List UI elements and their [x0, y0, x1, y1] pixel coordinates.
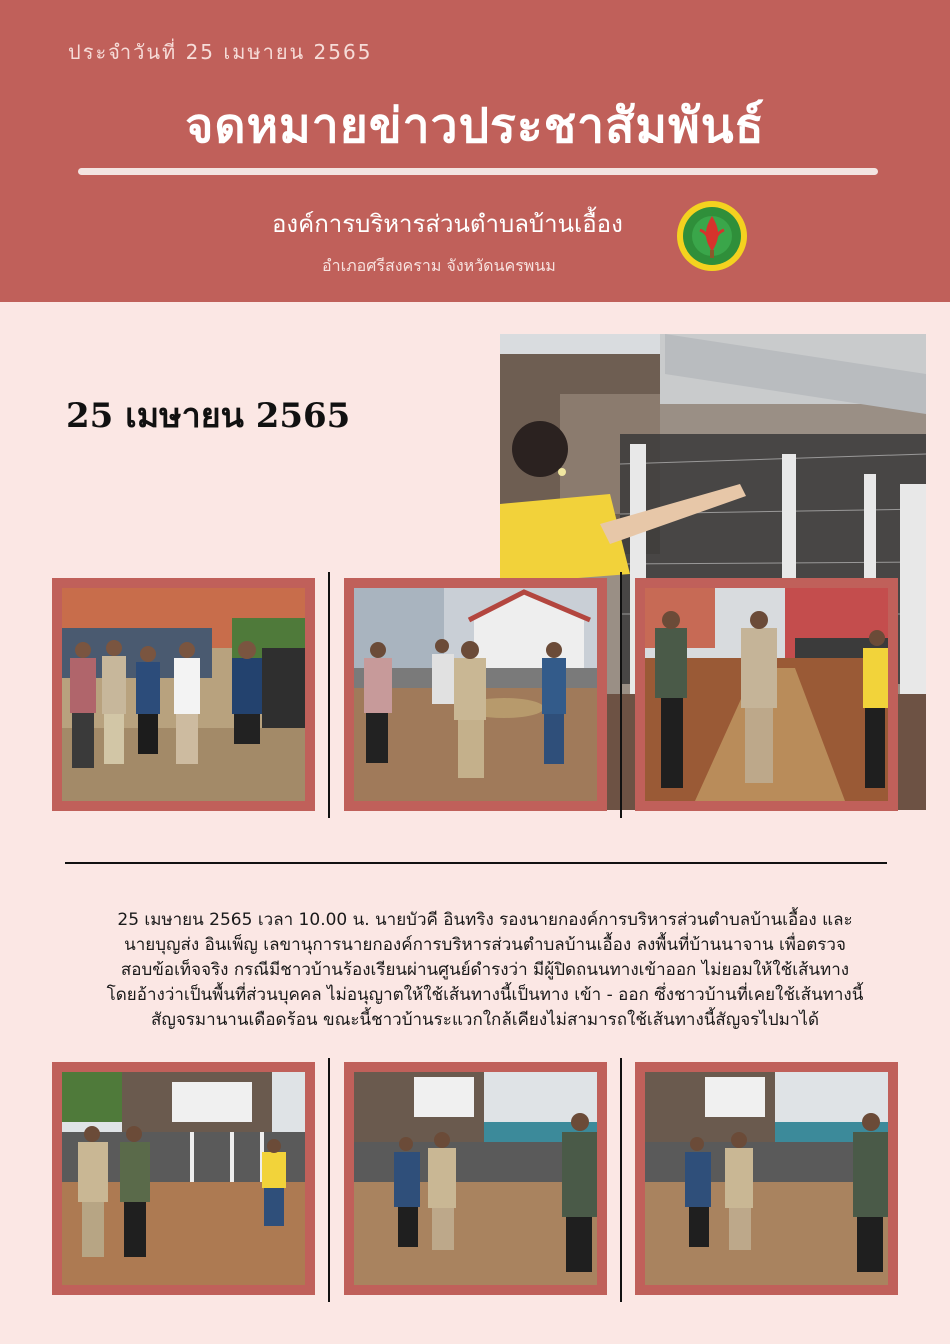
photo-fence-site-2	[354, 1072, 597, 1285]
body-line-1: 25 เมษายน 2565 เวลา 10.00 น. นายบัวคี อินทริง รองนายกองค์การบริหารส่วนตำบลบ้านเอื้อง และ	[117, 910, 853, 930]
divider-vertical-bottom-2	[620, 1058, 622, 1302]
page-title: จดหมายข่าวประชาสัมพันธ์	[185, 98, 765, 154]
org-name: องค์การบริหารส่วนตำบลบ้านเอื้อง	[272, 210, 623, 238]
body-line-3: สอบข้อเท็จจริง กรณีมีชาวบ้านร้องเรียนผ่านศูนย์ดำรงว่า มีผู้ปิดถนนทางเข้าออก ไม่ยอมให้ใช้เส้นทาง	[120, 960, 850, 980]
photo-frame-mid-2	[344, 578, 607, 811]
body-line-2: นายบุญส่ง อินเพ็ญ เลขานุการนายกองค์การบริหารส่วนตำบลบ้านเอื้อง ลงพื้นที่บ้านนาจาน เพื่อตรวจ	[124, 935, 846, 955]
photo-fence-site-1	[62, 1072, 305, 1285]
photo-frame-bottom-3	[635, 1062, 898, 1295]
divider-vertical-mid-1	[328, 572, 330, 818]
photo-frame-bottom-1	[52, 1062, 315, 1295]
photo-group-standing	[62, 588, 305, 801]
photo-frame-mid-1	[52, 578, 315, 811]
photo-inspection-road	[354, 588, 597, 801]
body-line-5: สัญจรมานานเดือดร้อน ขณะนี้ชาวบ้านระแวกใกล้เคียงไม่สามารถใช้เส้นทางนี้สัญจรไปมาได้	[150, 1010, 819, 1030]
org-logo-icon	[676, 200, 748, 272]
divider-vertical-bottom-1	[328, 1058, 330, 1302]
photo-fence-site-3	[645, 1072, 888, 1285]
body-line-4: โดยอ้างว่าเป็นพื้นที่ส่วนบุคคล ไม่อนุญาตให้ใช้เส้นทางนี้เป็นทาง เข้า - ออก ซึ่งชาวบ้านที่เคยใช้เส้นทางนี้	[106, 985, 864, 1005]
org-subtitle: อำเภอศรีสงคราม จังหวัดนครพนม	[322, 256, 556, 275]
photo-frame-mid-3	[635, 578, 898, 811]
photo-muddy-path	[645, 588, 888, 801]
date-line: ประจำวันที่ 25 เมษายน 2565	[68, 40, 373, 64]
divider-vertical-mid-2	[620, 572, 622, 818]
header-banner	[0, 0, 950, 302]
news-body-text	[70, 908, 900, 1033]
photo-frame-bottom-2	[344, 1062, 607, 1295]
event-date-heading: 25 เมษายน 2565	[66, 396, 351, 436]
divider-horizontal	[65, 862, 887, 864]
title-divider	[78, 168, 878, 175]
